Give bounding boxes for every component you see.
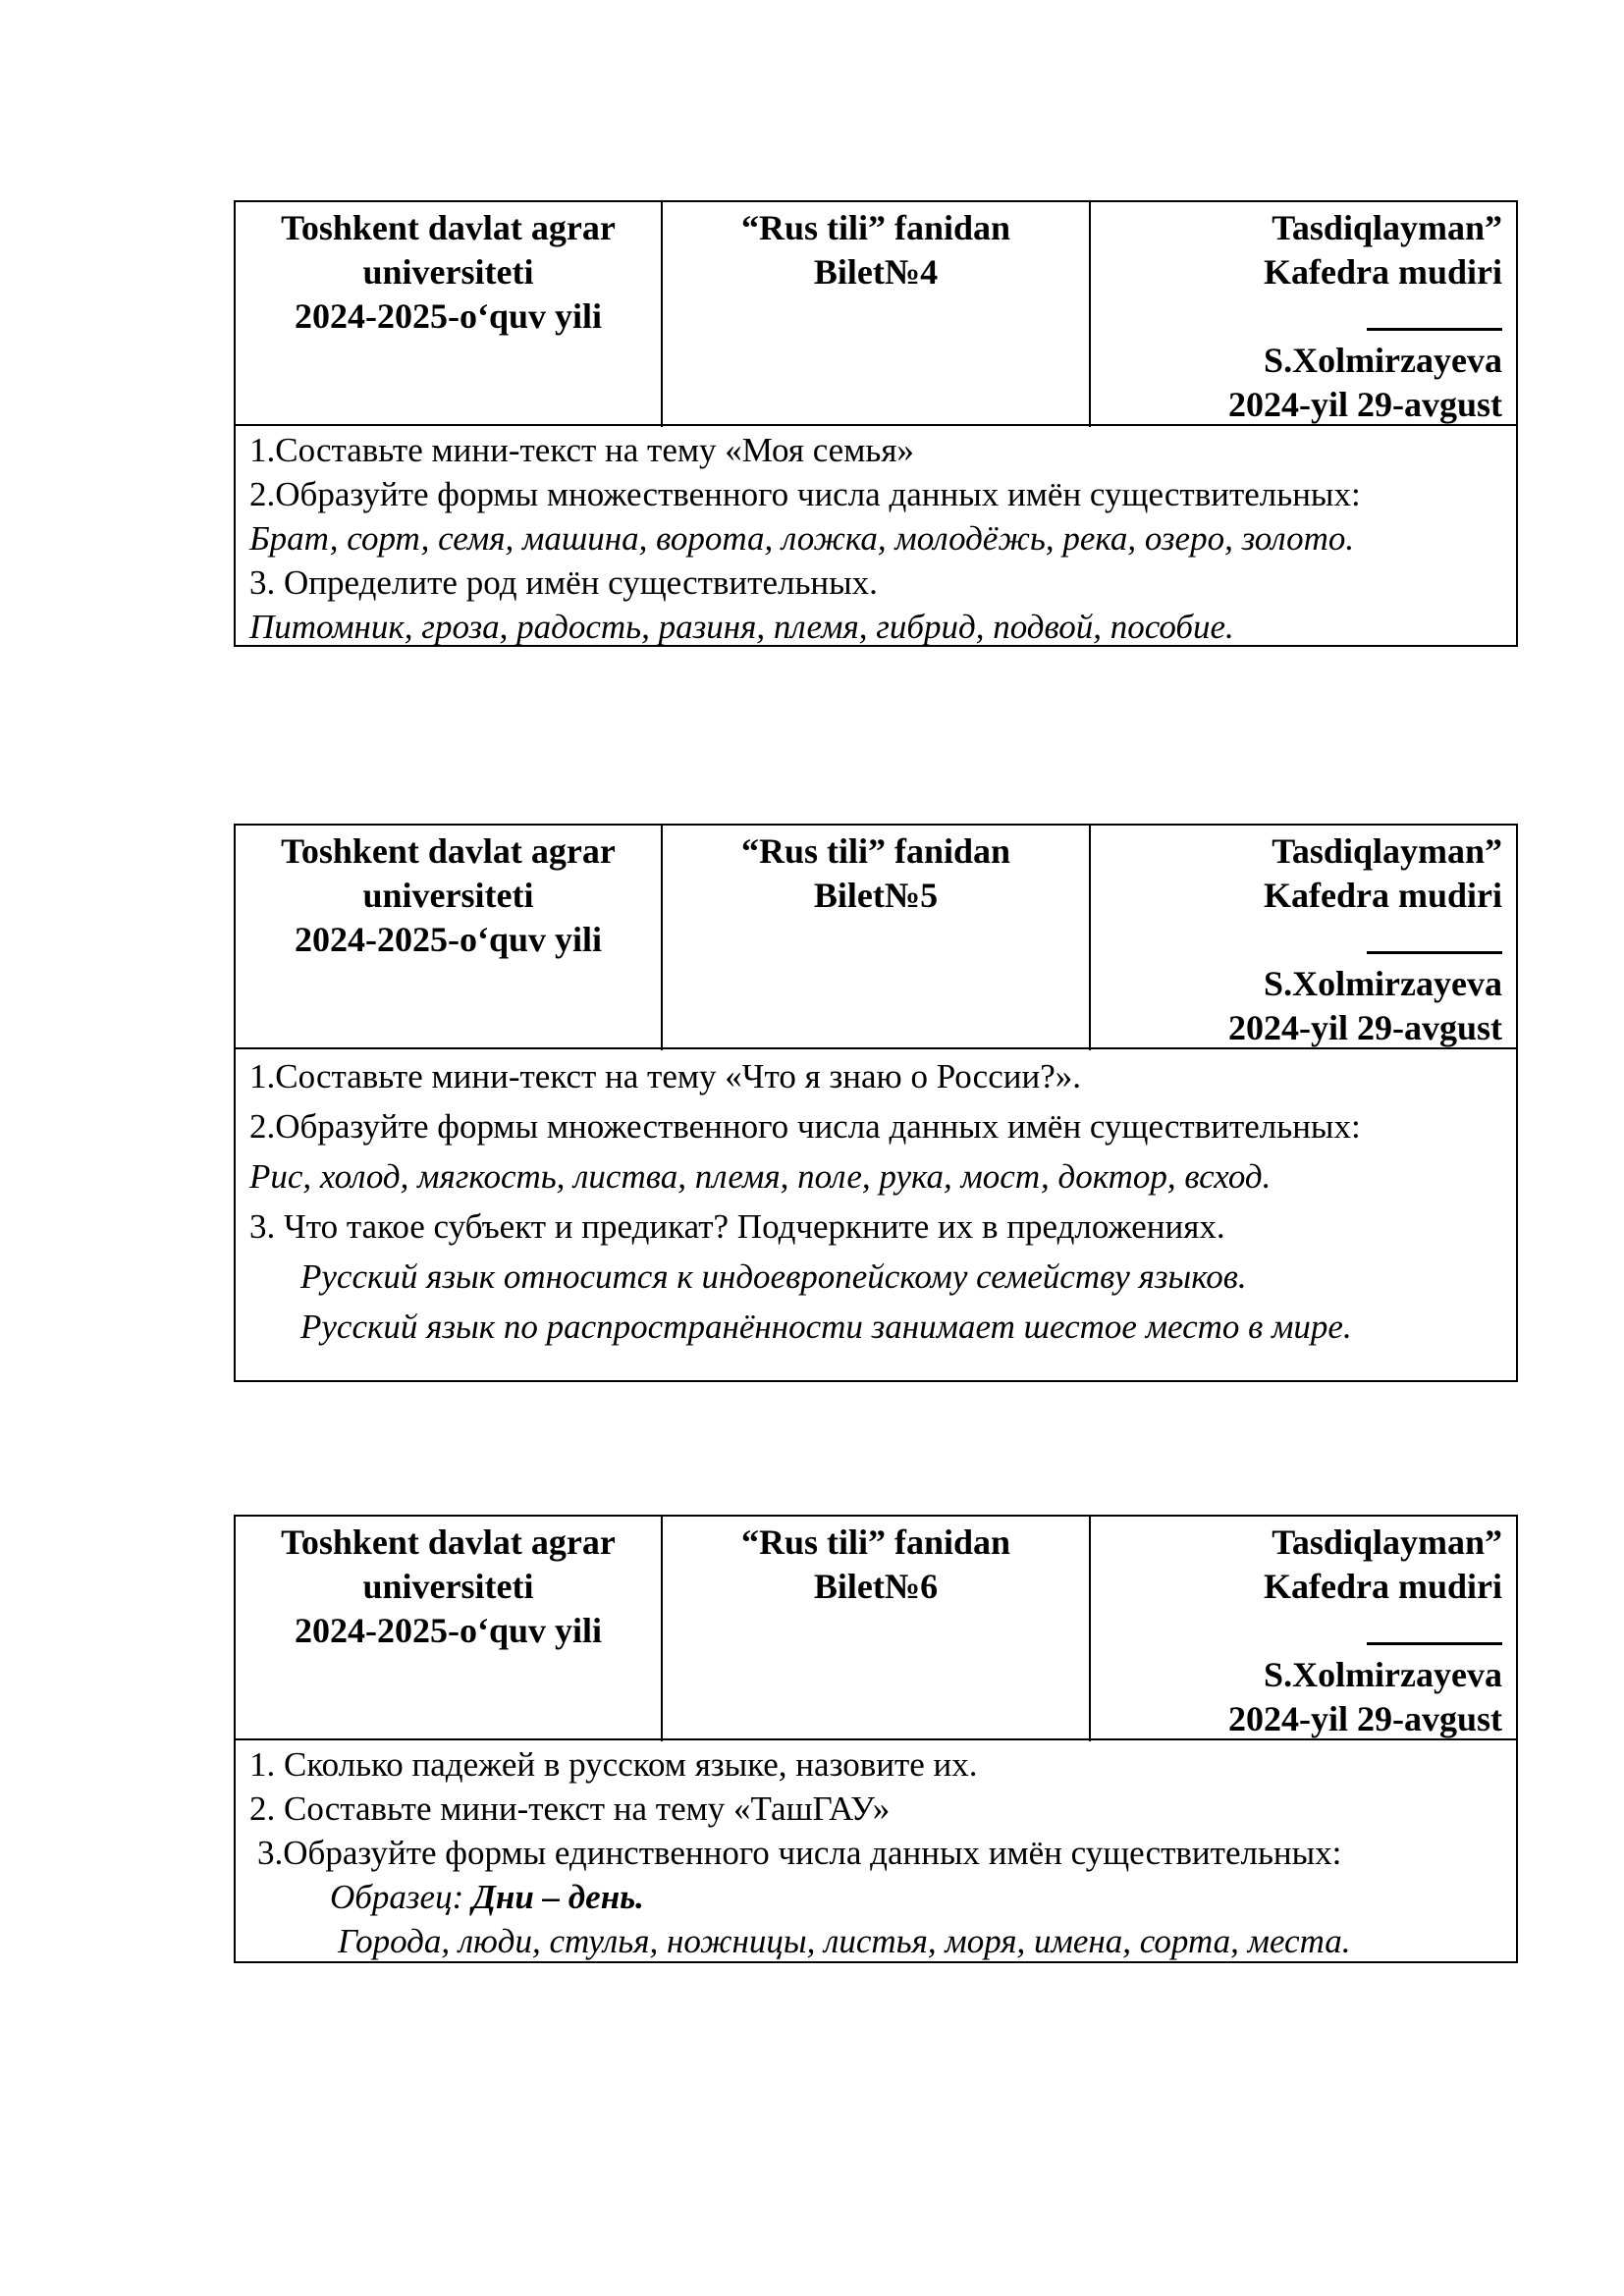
approver-role: Kafedra mudiri: [1264, 876, 1502, 915]
academic-year: 2024-2025-o‘quv yili: [294, 296, 602, 336]
ticket-header: [236, 1517, 1516, 1740]
university-cell: [236, 1517, 663, 1741]
subject-name: “Rus tili” fanidan: [740, 208, 1011, 247]
university-name: Toshkent davlat agrar: [281, 208, 616, 247]
approval-title: Tasdiqlayman”: [1272, 208, 1502, 247]
approver-name: S.Xolmirzayeva: [1264, 341, 1502, 380]
ticket-questions: [236, 1740, 1516, 1963]
approval-date: 2024-yil 29-avgust: [1228, 385, 1502, 424]
subject-cell: [663, 202, 1091, 427]
university-name: Toshkent davlat agrar: [281, 831, 616, 871]
approver-name: S.Xolmirzayeva: [1264, 964, 1502, 1003]
question-1: 1. Сколько падежей в русском языке, назовите их.: [249, 1745, 978, 1784]
university-name-cont: universiteti: [362, 876, 534, 915]
university-cell: [236, 202, 663, 427]
approval-date: 2024-yil 29-avgust: [1228, 1008, 1502, 1047]
ticket-6: [234, 1515, 1518, 1963]
subject-cell: [663, 826, 1091, 1050]
question-2-words: Брат, сорт, семя, машина, ворота, ложка, молодёжь, река, озеро, золото.: [249, 519, 1355, 558]
approval-cell: [1091, 202, 1516, 427]
approver-role: Kafedra mudiri: [1264, 1567, 1502, 1606]
subject-name: “Rus tili” fanidan: [740, 1522, 1011, 1562]
question-2-words: Рис, холод, мягкость, листва, племя, поле, рука, мост, доктор, всход.: [249, 1157, 1272, 1196]
academic-year: 2024-2025-o‘quv yili: [294, 1611, 602, 1650]
example-label: Образец:: [330, 1878, 464, 1916]
question-2: 2.Образуйте формы множественного числа данных имён существительных:: [249, 1107, 1361, 1146]
ticket-number: Bilet№5: [813, 876, 939, 915]
question-3: 3. Определите род имён существительных.: [249, 563, 878, 602]
approval-cell: [1091, 1517, 1516, 1741]
question-2: 2.Образуйте формы множественного числа данных имён существительных:: [249, 475, 1361, 513]
ticket-5: [234, 824, 1518, 1382]
question-3-words: Города, люди, стулья, ножницы, листья, моря, имена, сорта, места.: [338, 1922, 1351, 1960]
ticket-number: Bilet№4: [813, 252, 939, 292]
approval-date: 2024-yil 29-avgust: [1228, 1699, 1502, 1738]
ticket-questions: [236, 426, 1516, 649]
signature-line: [1105, 294, 1502, 339]
approval-title: Tasdiqlayman”: [1272, 1522, 1502, 1562]
university-cell: [236, 826, 663, 1050]
signature-line: [1105, 1609, 1502, 1653]
question-3-sentence-1: Русский язык относится к индоевропейскому семейству языков.: [300, 1257, 1247, 1296]
ticket-number: Bilet№6: [813, 1567, 939, 1606]
question-3-words: Питомник, гроза, радость, разиня, племя, гибрид, подвой, пособие.: [249, 608, 1234, 646]
question-1: 1.Составьте мини-текст на тему «Моя семья»: [249, 431, 914, 469]
question-3-sentence-2: Русский язык по распространённости занимает шестое место в мире.: [300, 1308, 1352, 1346]
signature-line: [1105, 918, 1502, 962]
example-line: [249, 1875, 1502, 1919]
ticket-4: [234, 200, 1518, 647]
ticket-header: [236, 826, 1516, 1049]
example-value: Дни – день.: [471, 1878, 644, 1916]
question-3: 3.Образуйте формы единственного числа данных имён существительных:: [257, 1834, 1342, 1872]
approval-cell: [1091, 826, 1516, 1050]
approver-role: Kafedra mudiri: [1264, 252, 1502, 292]
academic-year: 2024-2025-o‘quv yili: [294, 920, 602, 959]
subject-name: “Rus tili” fanidan: [740, 831, 1011, 871]
university-name-cont: universiteti: [362, 1567, 534, 1606]
subject-cell: [663, 1517, 1091, 1741]
university-name: Toshkent davlat agrar: [281, 1522, 616, 1562]
question-3: 3. Что такое субъект и предикат? Подчеркните их в предложениях.: [249, 1207, 1225, 1246]
question-2: 2. Составьте мини-текст на тему «ТашГАУ»: [249, 1789, 891, 1828]
ticket-header: [236, 202, 1516, 426]
approver-name: S.Xolmirzayeva: [1264, 1655, 1502, 1694]
ticket-questions: [236, 1049, 1516, 1352]
approval-title: Tasdiqlayman”: [1272, 831, 1502, 871]
question-1: 1.Составьте мини-текст на тему «Что я знаю о России?».: [249, 1057, 1081, 1095]
university-name-cont: universiteti: [362, 252, 534, 292]
